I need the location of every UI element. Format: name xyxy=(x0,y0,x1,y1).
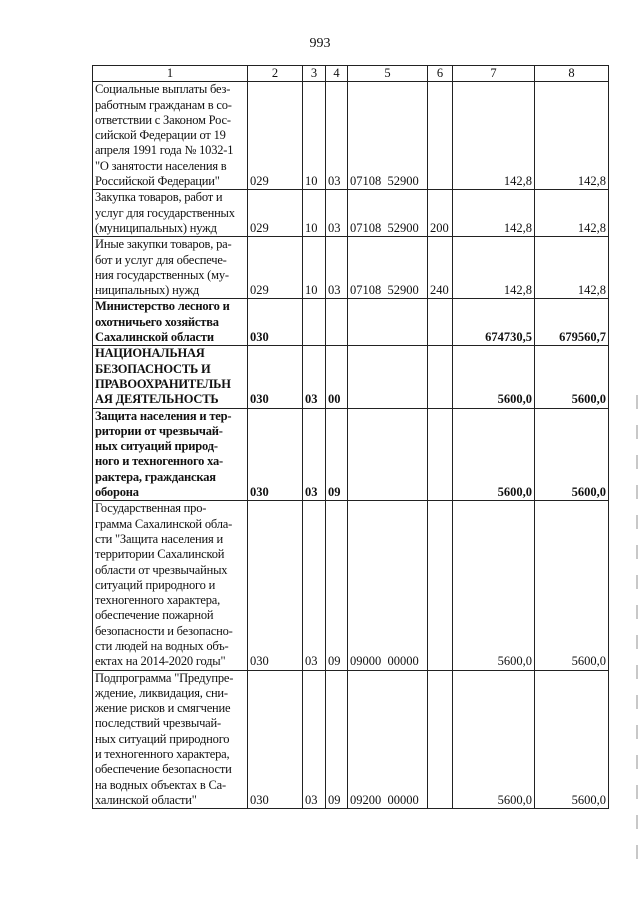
amount-col7: 674730,5 xyxy=(453,299,535,346)
section-code: 10 xyxy=(303,190,326,237)
ministry-code: 030 xyxy=(248,346,303,408)
table-body xyxy=(93,82,609,809)
column-header: 3 xyxy=(303,66,326,82)
section-code: 10 xyxy=(303,237,326,299)
item-name: Защита населения и тер- ритории от чрезвычай- ных ситуаций природ- ного и техногенного ха- рактера, гражданская оборона xyxy=(93,408,248,501)
ministry-code: 030 xyxy=(248,670,303,809)
subsection-code: 03 xyxy=(326,237,348,299)
subsection-code: 03 xyxy=(326,190,348,237)
ministry-code: 029 xyxy=(248,237,303,299)
amount-col7: 5600,0 xyxy=(453,501,535,670)
table-row xyxy=(93,346,609,408)
table-row xyxy=(93,501,609,670)
section-code: 03 xyxy=(303,501,326,670)
amount-col7: 5600,0 xyxy=(453,670,535,809)
amount-col7: 142,8 xyxy=(453,190,535,237)
table-row xyxy=(93,237,609,299)
amount-col8: 679560,7 xyxy=(535,299,609,346)
ministry-code: 029 xyxy=(248,82,303,190)
item-name: Государственная про- грамма Сахалинской обла- сти "Защита населения и территории Сахалинской области от чрезвычайных ситуаций природного и техногенного характера, обеспечение пожарной безопасности и безопасно- сти людей на водных объ- ектах на 2014-2020 годы" xyxy=(93,501,248,670)
expense-type-code xyxy=(428,82,453,190)
budget-table xyxy=(92,65,609,809)
table-row xyxy=(93,408,609,501)
section-code xyxy=(303,299,326,346)
item-name: Закупка товаров, работ и услуг для государственных (муниципальных) нужд xyxy=(93,190,248,237)
expense-type-code: 240 xyxy=(428,237,453,299)
table-row xyxy=(93,190,609,237)
subsection-code: 00 xyxy=(326,346,348,408)
amount-col8: 142,8 xyxy=(535,190,609,237)
amount-col7: 5600,0 xyxy=(453,408,535,501)
table-header xyxy=(93,66,609,82)
target-article-code: 07108 52900 xyxy=(348,82,428,190)
header-row xyxy=(93,66,609,82)
amount-col7: 142,8 xyxy=(453,82,535,190)
column-header: 7 xyxy=(453,66,535,82)
ministry-code: 030 xyxy=(248,501,303,670)
column-header: 4 xyxy=(326,66,348,82)
subsection-code: 03 xyxy=(326,82,348,190)
column-header: 2 xyxy=(248,66,303,82)
amount-col7: 5600,0 xyxy=(453,346,535,408)
item-name: Министерство лесного и охотничьего хозяйства Сахалинской области xyxy=(93,299,248,346)
amount-col8: 5600,0 xyxy=(535,670,609,809)
amount-col8: 142,8 xyxy=(535,237,609,299)
section-code: 10 xyxy=(303,82,326,190)
ministry-code: 029 xyxy=(248,190,303,237)
amount-col8: 5600,0 xyxy=(535,408,609,501)
column-header: 5 xyxy=(348,66,428,82)
target-article-code: 09200 00000 xyxy=(348,670,428,809)
target-article-code: 07108 52900 xyxy=(348,237,428,299)
section-code: 03 xyxy=(303,408,326,501)
section-code: 03 xyxy=(303,346,326,408)
expense-type-code xyxy=(428,670,453,809)
item-name: Иные закупки товаров, ра- бот и услуг для обеспече- ния государственных (му- ниципальных) нужд xyxy=(93,237,248,299)
table-row xyxy=(93,670,609,809)
scan-edge-marks xyxy=(636,395,638,865)
ministry-code: 030 xyxy=(248,299,303,346)
amount-col8: 5600,0 xyxy=(535,346,609,408)
item-name: Подпрограмма "Предупре- ждение, ликвидация, сни- жение рисков и смягчение последствий чрезвычай- ных ситуаций природного и техногенного характера, обеспечение безопасности на водных объектах в Са- халинской области" xyxy=(93,670,248,809)
column-header: 8 xyxy=(535,66,609,82)
subsection-code xyxy=(326,299,348,346)
target-article-code xyxy=(348,346,428,408)
subsection-code: 09 xyxy=(326,670,348,809)
section-code: 03 xyxy=(303,670,326,809)
target-article-code xyxy=(348,408,428,501)
target-article-code xyxy=(348,299,428,346)
amount-col8: 142,8 xyxy=(535,82,609,190)
expense-type-code xyxy=(428,299,453,346)
item-name: Социальные выплаты без- работным гражданам в со- ответствии с Законом Рос- сийской Федерации от 19 апреля 1991 года № 1032-1 "О занятости населения в Российской Федерации" xyxy=(93,82,248,190)
ministry-code: 030 xyxy=(248,408,303,501)
expense-type-code: 200 xyxy=(428,190,453,237)
target-article-code: 07108 52900 xyxy=(348,190,428,237)
target-article-code: 09000 00000 xyxy=(348,501,428,670)
expense-type-code xyxy=(428,346,453,408)
amount-col8: 5600,0 xyxy=(535,501,609,670)
expense-type-code xyxy=(428,408,453,501)
subsection-code: 09 xyxy=(326,501,348,670)
page-number: 993 xyxy=(309,36,331,51)
expense-type-code xyxy=(428,501,453,670)
table-row xyxy=(93,299,609,346)
item-name: НАЦИОНАЛЬНАЯ БЕЗОПАСНОСТЬ И ПРАВООХРАНИТЕЛЬН АЯ ДЕЯТЕЛЬНОСТЬ xyxy=(93,346,248,408)
table-row xyxy=(93,82,609,190)
amount-col7: 142,8 xyxy=(453,237,535,299)
column-header: 6 xyxy=(428,66,453,82)
subsection-code: 09 xyxy=(326,408,348,501)
column-header: 1 xyxy=(93,66,248,82)
